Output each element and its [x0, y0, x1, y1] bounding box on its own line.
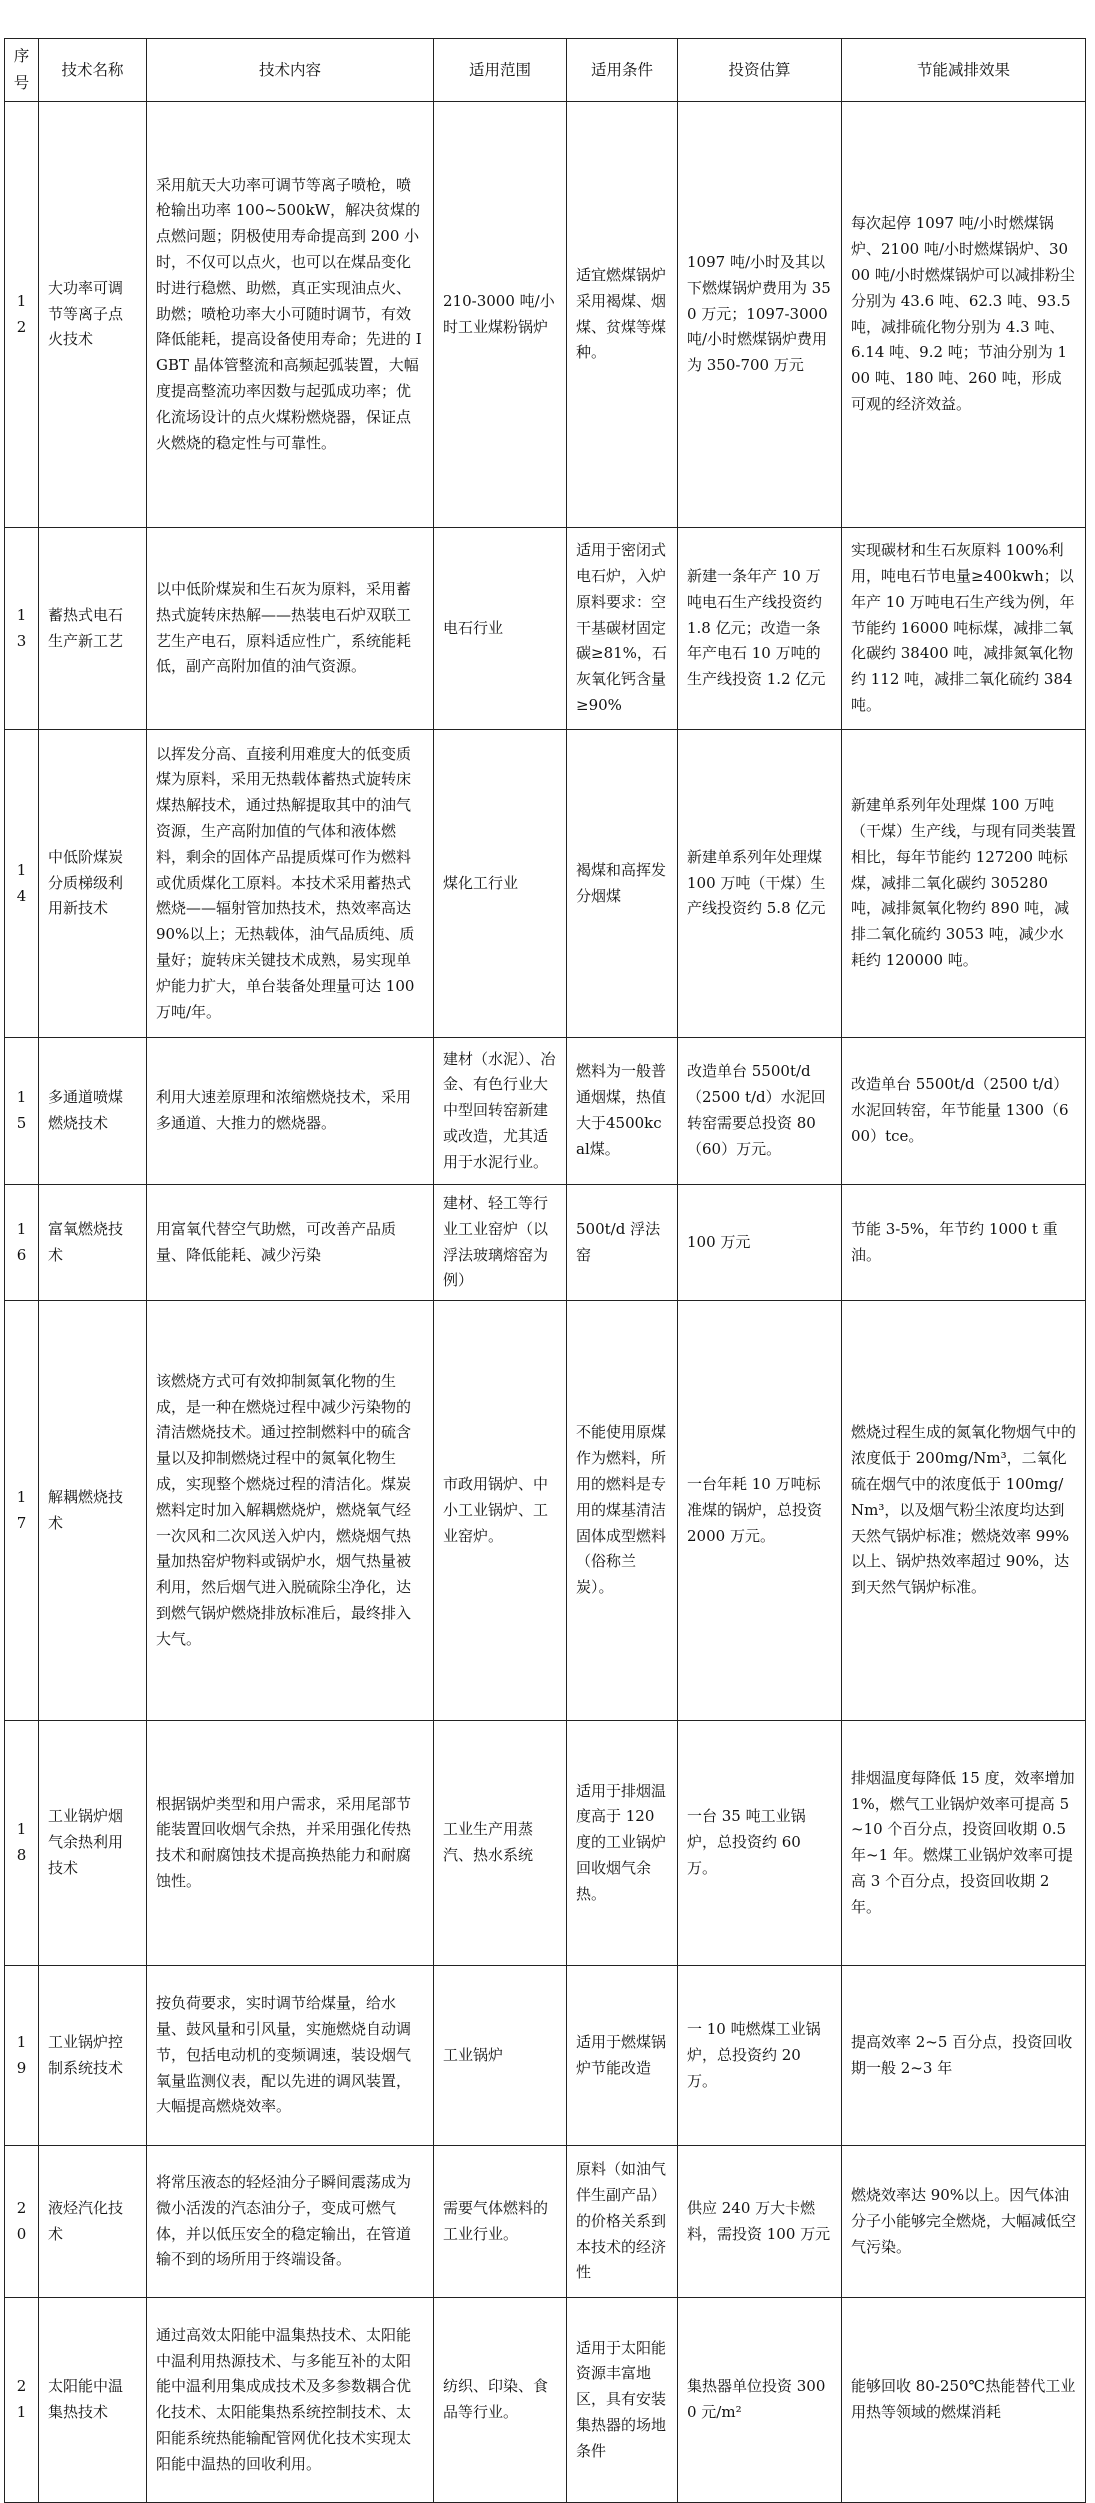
- cell-name: 蓄热式电石生产新工艺: [39, 528, 147, 730]
- cell-no: 19: [5, 1966, 39, 2146]
- cell-content: 利用大速差原理和浓缩燃烧技术，采用多通道、大推力的燃烧器。: [147, 1038, 434, 1185]
- cell-scope: 210-3000 吨/小时工业煤粉锅炉: [434, 102, 567, 528]
- cell-scope: 市政用锅炉、中小工业锅炉、工业窑炉。: [434, 1301, 567, 1721]
- cell-scope: 建材、轻工等行业工业窑炉（以浮法玻璃熔窑为例）: [434, 1185, 567, 1301]
- cell-effect: 排烟温度每降低 15 度，效率增加 1%，燃气工业锅炉效率可提高 5~10 个百分点，投资回收期 0.5 年~1 年。燃煤工业锅炉效率可提高 3 个百分点，投资回收期 2 年。: [842, 1721, 1086, 1966]
- cell-conditions: 500t/d 浮法窑: [567, 1185, 678, 1301]
- cell-effect: 改造单台 5500t/d（2500 t/d）水泥回转窑，年节能量 1300（600）tce。: [842, 1038, 1086, 1185]
- cell-conditions: 适用于太阳能资源丰富地区，具有安装集热器的场地条件: [567, 2298, 678, 2503]
- cell-investment: 一台 35 吨工业锅炉，总投资约 60 万。: [678, 1721, 842, 1966]
- cell-conditions: 适宜燃煤锅炉采用褐煤、烟煤、贫煤等煤种。: [567, 102, 678, 528]
- cell-effect: 提高效率 2~5 百分点，投资回收期一般 2~3 年: [842, 1966, 1086, 2146]
- cell-content: 该燃烧方式可有效抑制氮氧化物的生成，是一种在燃烧过程中减少污染物的清洁燃烧技术。通过控制燃料中的硫含量以及抑制燃烧过程中的氮氧化物生成，实现整个燃烧过程的清洁化。煤炭燃料定时加入解耦燃烧炉，燃烧氧气经一次风和二次风送入炉内，燃烧烟气热量加热窑炉物料或锅炉水，烟气热量被利用，然后烟气进入脱硫除尘净化，达到燃气锅炉燃烧排放标准后，最终排入大气。: [147, 1301, 434, 1721]
- cell-conditions: 原料（如油气伴生副产品）的价格关系到本技术的经济性: [567, 2146, 678, 2298]
- cell-investment: 100 万元: [678, 1185, 842, 1301]
- table-header-row: [5, 39, 1086, 102]
- cell-scope: 需要气体燃料的工业行业。: [434, 2146, 567, 2298]
- header-no: 序号: [5, 39, 39, 102]
- cell-name: 工业锅炉控制系统技术: [39, 1966, 147, 2146]
- cell-content: 用富氧代替空气助燃，可改善产品质量、降低能耗、减少污染: [147, 1185, 434, 1301]
- header-conditions: 适用条件: [567, 39, 678, 102]
- cell-name: 液烃汽化技术: [39, 2146, 147, 2298]
- cell-content: 以中低阶煤炭和生石灰为原料，采用蓄热式旋转床热解——热装电石炉双联工艺生产电石，原料适应性广，系统能耗低，副产高附加值的油气资源。: [147, 528, 434, 730]
- cell-no: 15: [5, 1038, 39, 1185]
- table-row: [5, 2298, 1086, 2503]
- cell-effect: 燃烧过程生成的氮氧化物烟气中的浓度低于 200mg/Nm³，二氧化硫在烟气中的浓度低于 100mg/Nm³，以及烟气粉尘浓度均达到天然气锅炉标准；燃烧效率 99%以上、锅炉热效率超过 90%，达到天然气锅炉标准。: [842, 1301, 1086, 1721]
- cell-content: 通过高效太阳能中温集热技术、太阳能中温利用热源技术、与多能互补的太阳能中温利用集成成技术及多参数耦合优化技术、太阳能集热系统控制技术、太阳能系统热能输配管网优化技术实现太阳能中温热的回收利用。: [147, 2298, 434, 2503]
- cell-name: 中低阶煤炭分质梯级利用新技术: [39, 730, 147, 1038]
- header-name: 技术名称: [39, 39, 147, 102]
- cell-effect: 新建单系列年处理煤 100 万吨（干煤）生产线，与现有同类装置相比，每年节能约 127200 吨标煤，减排二氧化碳约 305280 吨，减排氮氧化物约 890 吨，减排二氧化硫约 3053 吨，减少水耗约 120000 吨。: [842, 730, 1086, 1038]
- cell-conditions: 不能使用原煤作为燃料，所用的燃料是专用的煤基清洁固体成型燃料（俗称兰炭）。: [567, 1301, 678, 1721]
- table-row: [5, 1038, 1086, 1185]
- table-row: [5, 2146, 1086, 2298]
- cell-investment: 新建单系列年处理煤 100 万吨（干煤）生产线投资约 5.8 亿元: [678, 730, 842, 1038]
- cell-conditions: 适用于排烟温度高于 120 度的工业锅炉回收烟气余热。: [567, 1721, 678, 1966]
- cell-scope: 工业锅炉: [434, 1966, 567, 2146]
- table-row: [5, 528, 1086, 730]
- header-investment: 投资估算: [678, 39, 842, 102]
- cell-investment: 1097 吨/小时及其以下燃煤锅炉费用为 350 万元；1097-3000 吨/小时燃煤锅炉费用为 350-700 万元: [678, 102, 842, 528]
- table-row: [5, 1966, 1086, 2146]
- cell-content: 按负荷要求，实时调节给煤量，给水量、鼓风量和引风量，实施燃烧自动调节，包括电动机的变频调速，装设烟气氧量监测仪表，配以先进的调风装置，大幅提高燃烧效率。: [147, 1966, 434, 2146]
- cell-scope: 工业生产用蒸汽、热水系统: [434, 1721, 567, 1966]
- table-row: [5, 1185, 1086, 1301]
- table-row: [5, 102, 1086, 528]
- cell-content: 将常压液态的轻烃油分子瞬间震荡成为微小活泼的汽态油分子，变成可燃气体，并以低压安全的稳定输出，在管道输不到的场所用于终端设备。: [147, 2146, 434, 2298]
- cell-name: 多通道喷煤燃烧技术: [39, 1038, 147, 1185]
- cell-scope: 建材（水泥）、冶金、有色行业大中型回转窑新建或改造，尤其适用于水泥行业。: [434, 1038, 567, 1185]
- cell-effect: 每次起停 1097 吨/小时燃煤锅炉、2100 吨/小时燃煤锅炉、3000 吨/小时燃煤锅炉可以减排粉尘分别为 43.6 吨、62.3 吨、93.5 吨，减排硫化物分别为 4.3 吨、6.14 吨、9.2 吨；节油分别为 100 吨、180 吨、260 吨，形成可观的经济效益。: [842, 102, 1086, 528]
- table-row: [5, 730, 1086, 1038]
- cell-effect: 实现碳材和生石灰原料 100%利用，吨电石节电量≥400kwh；以年产 10 万吨电石生产线为例，年节能约 16000 吨标煤，减排二氧化碳约 38400 吨，减排氮氧化物约 112 吨，减排二氧化硫约 384 吨。: [842, 528, 1086, 730]
- cell-no: 13: [5, 528, 39, 730]
- cell-scope: 煤化工行业: [434, 730, 567, 1038]
- cell-investment: 集热器单位投资 3000 元/m²: [678, 2298, 842, 2503]
- cell-effect: 节能 3-5%，年节约 1000 t 重油。: [842, 1185, 1086, 1301]
- cell-no: 21: [5, 2298, 39, 2503]
- table-row: [5, 1301, 1086, 1721]
- table-row: [5, 1721, 1086, 1966]
- cell-conditions: 适用于密闭式电石炉，入炉原料要求：空干基碳材固定碳≥81%，石灰氧化钙含量≥90%: [567, 528, 678, 730]
- cell-content: 根据锅炉类型和用户需求，采用尾部节能装置回收烟气余热，并采用强化传热技术和耐腐蚀技术提高换热能力和耐腐蚀性。: [147, 1721, 434, 1966]
- cell-name: 富氧燃烧技术: [39, 1185, 147, 1301]
- cell-content: 采用航天大功率可调节等离子喷枪，喷枪输出功率 100~500kW，解决贫煤的点燃问题；阴极使用寿命提高到 200 小时，不仅可以点火，也可以在煤品变化时进行稳燃、助燃，真正实现油点火、助燃；喷枪功率大小可随时调节，有效降低能耗，提高设备使用寿命；先进的 IGBT 晶体管整流和高频起弧装置，大幅度提高整流功率因数与起弧成功率；优化流场设计的点火煤粉燃烧器，保证点火燃烧的稳定性与可靠性。: [147, 102, 434, 528]
- header-scope: 适用范围: [434, 39, 567, 102]
- cell-no: 18: [5, 1721, 39, 1966]
- cell-no: 16: [5, 1185, 39, 1301]
- cell-scope: 纺织、印染、食品等行业。: [434, 2298, 567, 2503]
- cell-conditions: 燃料为一般普通烟煤，热值大于4500kcal煤。: [567, 1038, 678, 1185]
- cell-conditions: 褐煤和高挥发分烟煤: [567, 730, 678, 1038]
- cell-investment: 改造单台 5500t/d（2500 t/d）水泥回转窑需要总投资 80（60）万元。: [678, 1038, 842, 1185]
- cell-investment: 一 10 吨燃煤工业锅炉，总投资约 20 万。: [678, 1966, 842, 2146]
- cell-content: 以挥发分高、直接利用难度大的低变质煤为原料，采用无热载体蓄热式旋转床煤热解技术，通过热解提取其中的油气资源，生产高附加值的气体和液体燃料，剩余的固体产品提质煤可作为燃料或优质煤化工原料。本技术采用蓄热式燃烧——辐射管加热技术，热效率高达 90%以上；无热载体，油气品质纯、质量好；旋转床关键技术成熟，易实现单炉能力扩大，单台装备处理量可达 100 万吨/年。: [147, 730, 434, 1038]
- technology-table: [4, 38, 1086, 2503]
- cell-conditions: 适用于燃煤锅炉节能改造: [567, 1966, 678, 2146]
- cell-effect: 燃烧效率达 90%以上。因气体油分子小能够完全燃烧，大幅减低空气污染。: [842, 2146, 1086, 2298]
- cell-name: 太阳能中温集热技术: [39, 2298, 147, 2503]
- cell-no: 20: [5, 2146, 39, 2298]
- cell-investment: 一台年耗 10 万吨标准煤的锅炉，总投资 2000 万元。: [678, 1301, 842, 1721]
- cell-investment: 新建一条年产 10 万吨电石生产线投资约 1.8 亿元；改造一条年产电石 10 万吨的生产线投资 1.2 亿元: [678, 528, 842, 730]
- cell-scope: 电石行业: [434, 528, 567, 730]
- cell-name: 解耦燃烧技术: [39, 1301, 147, 1721]
- cell-name: 工业锅炉烟气余热利用技术: [39, 1721, 147, 1966]
- cell-effect: 能够回收 80-250℃热能替代工业用热等领域的燃煤消耗: [842, 2298, 1086, 2503]
- header-content: 技术内容: [147, 39, 434, 102]
- cell-no: 17: [5, 1301, 39, 1721]
- header-effect: 节能减排效果: [842, 39, 1086, 102]
- cell-no: 14: [5, 730, 39, 1038]
- cell-name: 大功率可调节等离子点火技术: [39, 102, 147, 528]
- cell-no: 12: [5, 102, 39, 528]
- cell-investment: 供应 240 万大卡燃料，需投资 100 万元: [678, 2146, 842, 2298]
